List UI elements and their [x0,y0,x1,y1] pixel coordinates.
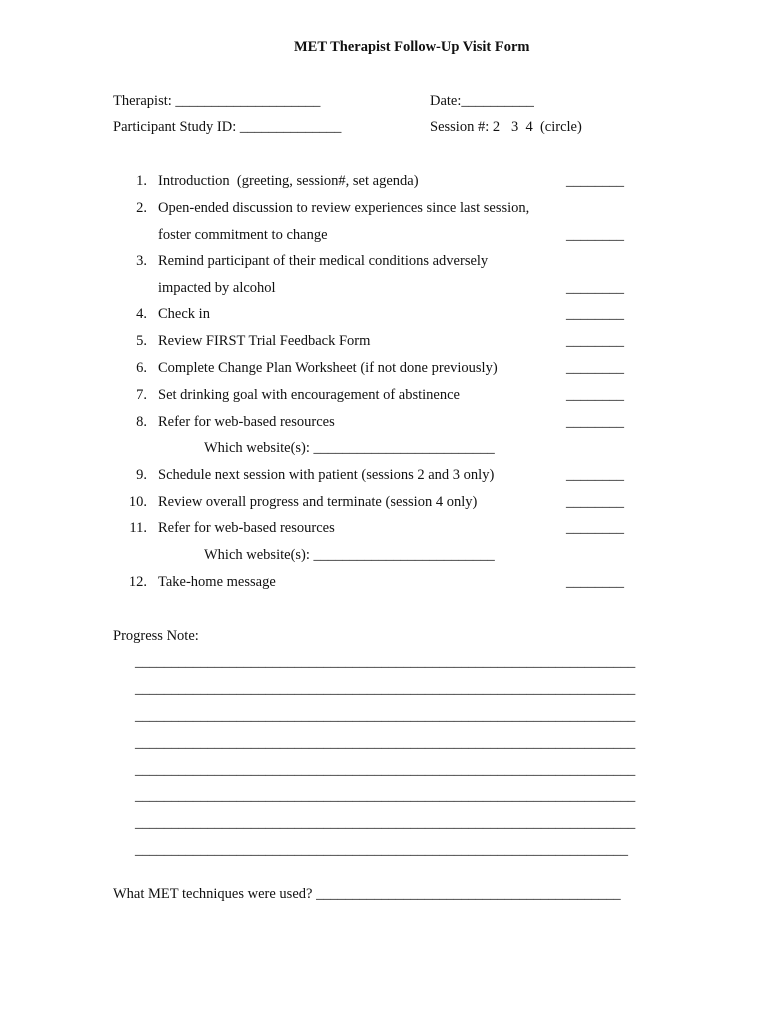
item-number: 9. [136,467,147,483]
item-text: Refer for web-based resources [158,414,335,430]
item-check-blank[interactable]: ________ [566,520,624,536]
progress-note-label: Progress Note: [113,628,199,644]
item-text: Introduction (greeting, session#, set agenda) [158,173,419,189]
progress-note-line[interactable]: _____________________________________________________________________ [135,708,636,724]
item-check-blank[interactable]: ________ [566,574,624,590]
participant-id-field[interactable]: Participant Study ID: ______________ [113,119,342,135]
item-number: 11. [129,520,147,536]
item-text: Open-ended discussion to review experiences since last session, [158,200,530,216]
progress-note-line[interactable]: ____________________________________________________________________ [135,842,628,858]
item-number: 5. [136,333,147,349]
item-number: 4. [136,306,147,322]
item-number: 2. [136,200,147,216]
item-number: 6. [136,360,147,376]
website-field[interactable]: Which website(s): _________________________ [204,547,495,563]
item-text-continued: impacted by alcohol [158,280,276,296]
item-check-blank[interactable]: ________ [566,387,624,403]
date-field[interactable]: Date:__________ [430,93,534,109]
progress-note-line[interactable]: _____________________________________________________________________ [135,762,636,778]
item-check-blank[interactable]: ________ [566,173,624,189]
item-number: 3. [136,253,147,269]
session-field[interactable]: Session #: 2 3 4 (circle) [430,119,582,135]
item-text: Refer for web-based resources [158,520,335,536]
item-text: Check in [158,306,210,322]
progress-note-line[interactable]: _____________________________________________________________________ [135,788,636,804]
techniques-field[interactable]: What MET techniques were used? __________________________________________ [113,886,621,902]
item-check-blank[interactable]: ________ [566,414,624,430]
item-check-blank[interactable]: ________ [566,467,624,483]
website-field[interactable]: Which website(s): _________________________ [204,440,495,456]
item-text: Complete Change Plan Worksheet (if not done previously) [158,360,498,376]
item-text-continued: foster commitment to change [158,227,328,243]
progress-note-line[interactable]: _____________________________________________________________________ [135,681,636,697]
item-text: Review FIRST Trial Feedback Form [158,333,371,349]
item-number: 8. [136,414,147,430]
therapist-field[interactable]: Therapist: ____________________ [113,93,321,109]
item-number: 1. [136,173,147,189]
item-check-blank[interactable]: ________ [566,227,624,243]
progress-note-line[interactable]: _____________________________________________________________________ [135,735,636,751]
item-text: Schedule next session with patient (sessions 2 and 3 only) [158,467,495,483]
progress-note-line[interactable]: _____________________________________________________________________ [135,654,636,670]
item-number: 10. [128,494,147,510]
item-check-blank[interactable]: ________ [566,360,624,376]
form-title: MET Therapist Follow-Up Visit Form [294,39,530,55]
item-check-blank[interactable]: ________ [566,306,624,322]
item-text: Remind participant of their medical conditions adversely [158,253,489,269]
item-text: Review overall progress and terminate (session 4 only) [158,494,478,510]
item-check-blank[interactable]: ________ [566,333,624,349]
item-check-blank[interactable]: ________ [566,494,624,510]
item-text: Set drinking goal with encouragement of abstinence [158,387,460,403]
item-text: Take-home message [158,574,276,590]
item-check-blank[interactable]: ________ [566,280,624,296]
progress-note-line[interactable]: _____________________________________________________________________ [135,815,636,831]
item-number: 7. [136,387,147,403]
item-number: 12. [128,574,147,590]
